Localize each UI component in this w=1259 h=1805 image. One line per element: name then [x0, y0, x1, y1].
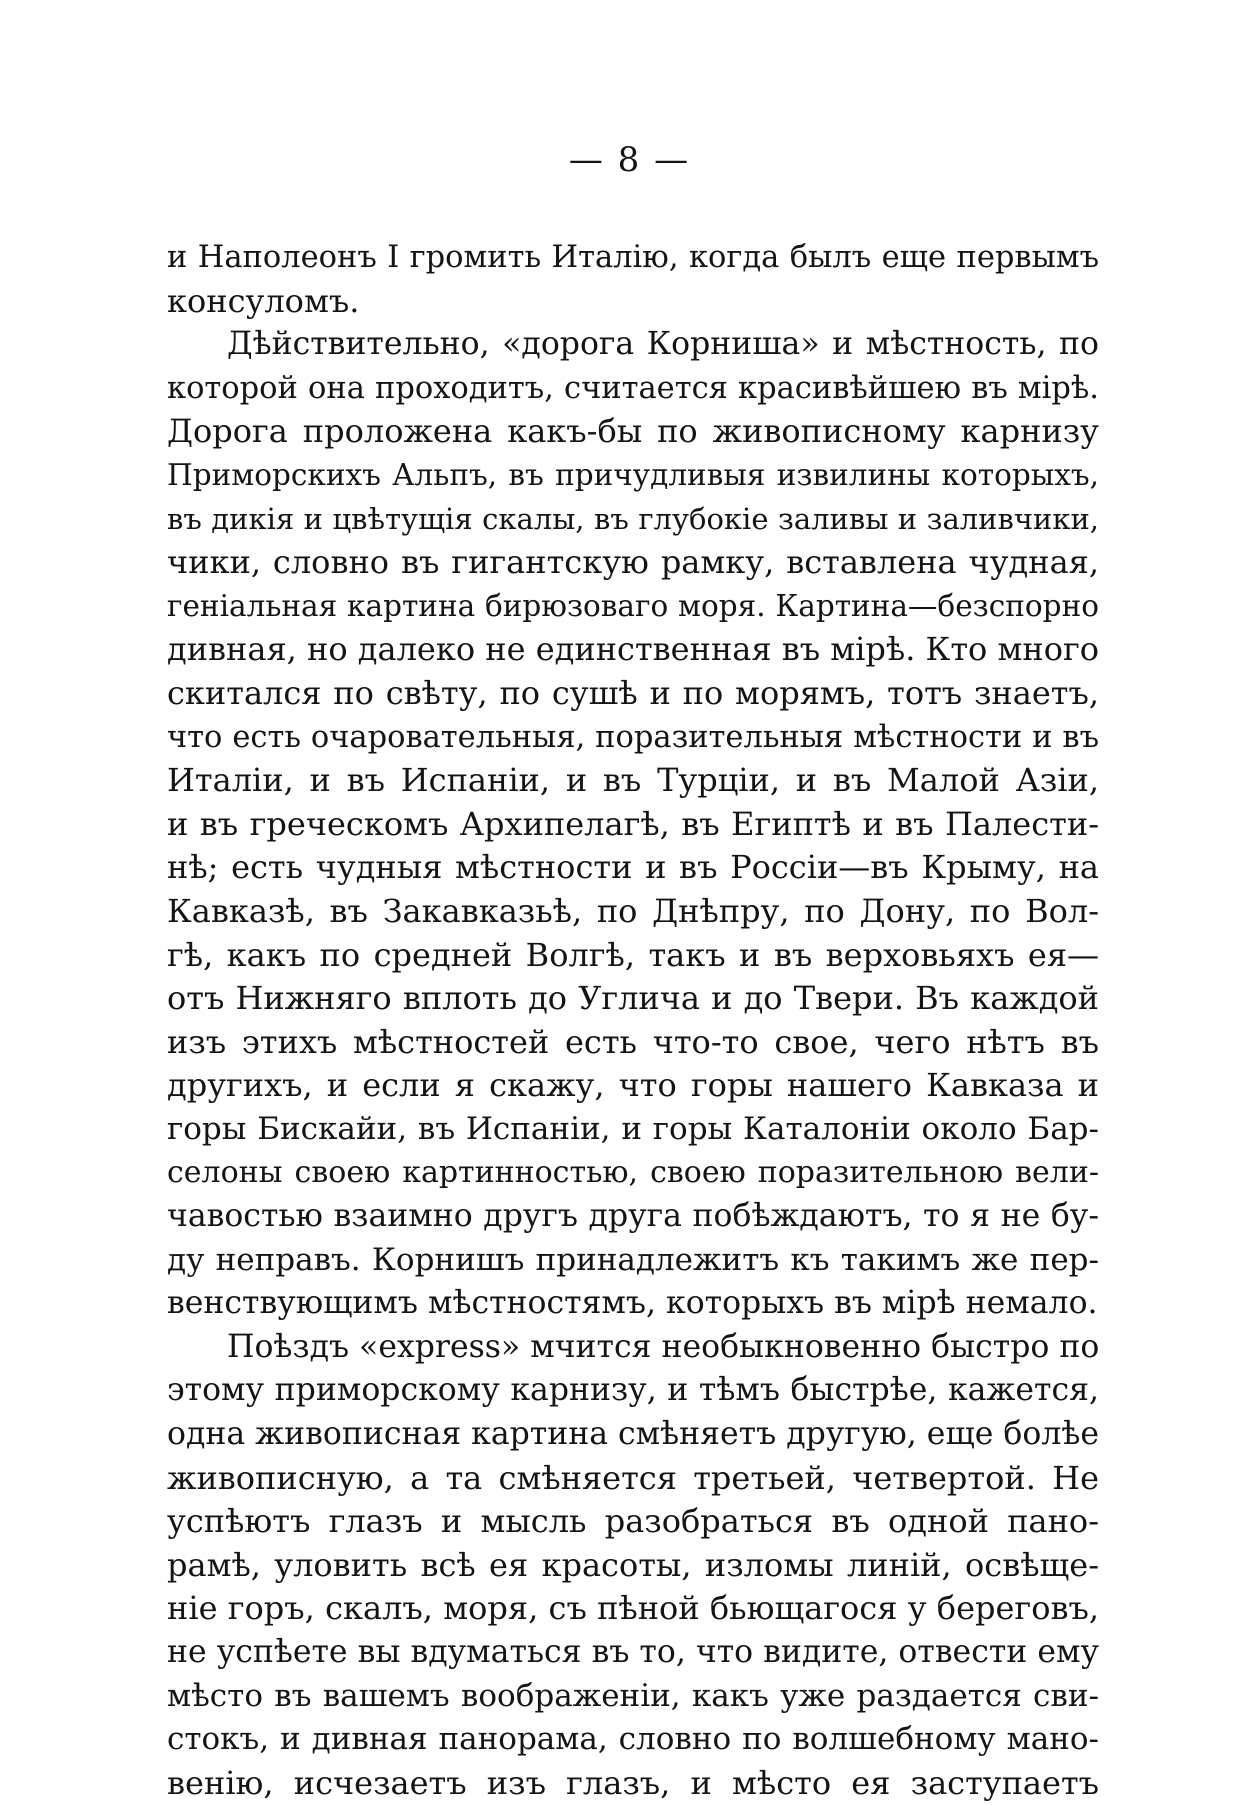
text-line: нѣ; есть чудныя мѣстности и въ Россіи—въ Крыму, на [167, 848, 1099, 887]
text-line: чавостью взаимно другъ друга побѣждаютъ, то я не бу- [167, 1198, 1099, 1235]
text-line: дивная, но далеко не единственная въ мірѣ. Кто много [167, 630, 1099, 669]
text-line: которой она проходитъ, считается красивѣйшею въ мірѣ. [167, 370, 1099, 406]
text-line: этому приморскому карнизу, и тѣмъ быстрѣе, кажется, [167, 1372, 1099, 1409]
text-line: одна живописная картина смѣняетъ другую, еще болѣе [167, 1416, 1099, 1453]
body-text [167, 236, 1099, 1805]
text-line: въ дикія и цвѣтущія скалы, въ глубокіе заливы и заливчики, [167, 501, 1099, 536]
text-line: геніальная картина бирюзоваго моря. Картина—безспорно [167, 588, 1099, 623]
text-line: и въ греческомъ Архипелагѣ, въ Египтѣ и въ Палести- [167, 804, 1099, 843]
text-line: рамѣ, уловить всѣ ея красоты, изломы линій, освѣще- [167, 1545, 1099, 1584]
text-line: изъ этихъ мѣстностей есть что-то свое, чего нѣтъ въ [167, 1022, 1099, 1061]
text-line: другихъ, и если я скажу, что горы нашего Кавказа и [167, 1066, 1099, 1105]
text-line: венствующимъ мѣстностямъ, которыхъ въ мірѣ немало. [167, 1285, 1098, 1322]
page-number-header: — 8 — [568, 140, 691, 180]
text-line: селоны своею картинностью, своею поразительною вели- [167, 1155, 1099, 1191]
text-line: чики, словно въ гигантскую рамку, вставлена чудная, [167, 543, 1099, 582]
text-line: ніе горъ, скалъ, моря, съ пѣной бьющагося у береговъ, [167, 1589, 1099, 1628]
text-line: гѣ, какъ по средней Волгѣ, такъ и въ верховьяхъ ея— [167, 935, 1099, 974]
text-line: мѣсто въ вашемъ воображеніи, какъ уже раздается сви- [167, 1677, 1099, 1714]
text-line: консуломъ. [167, 281, 360, 320]
text-line: что есть очаровательныя, поразительныя мѣстности и въ [167, 719, 1099, 755]
text-line: венію, исчезаетъ изъ глазъ, и мѣсто ея заступаетъ [167, 1763, 1099, 1802]
text-line: горы Бискайи, въ Испаніи, и горы Каталоніи около Бар- [167, 1110, 1099, 1147]
text-line: Кавказѣ, въ Закавказьѣ, по Днѣпру, по Дону, по Вол- [167, 891, 1099, 930]
text-line: отъ Нижняго вплоть до Углича и до Твери. Въ каждой [167, 979, 1099, 1018]
text-line: успѣютъ глазъ и мысль разобраться въ одной пано- [167, 1502, 1099, 1541]
text-line: Поѣздъ «express» мчится необыкновенно быстро по [227, 1328, 1099, 1365]
text-line: скитался по свѣту, по сушѣ и по морямъ, тотъ знаетъ, [167, 673, 1099, 712]
text-line: ду неправъ. Корнишъ принадлежитъ къ такимъ же пер- [167, 1241, 1099, 1278]
text-line: Приморскихъ Альпъ, въ причудливыя извилины которыхъ, [167, 457, 1099, 492]
text-line: живописную, а та смѣняется третьей, четвертой. Не [167, 1458, 1099, 1497]
text-line: не успѣете вы вдуматься въ то, что видите, отвести ему [167, 1634, 1099, 1670]
text-line: Италіи, и въ Испаніи, и въ Турціи, и въ Малой Азіи, [167, 761, 1099, 800]
text-line: Дѣйствительно, «дорога Корниша» и мѣстность, по [227, 326, 1099, 363]
text-line: и Наполеонъ I громить Италію, когда былъ еще первымъ [167, 240, 1099, 275]
text-line: стокъ, и дивная панорама, словно по волшебному мано- [167, 1721, 1099, 1758]
text-line: Дорога проложена какъ-бы по живописному карнизу [167, 412, 1099, 451]
